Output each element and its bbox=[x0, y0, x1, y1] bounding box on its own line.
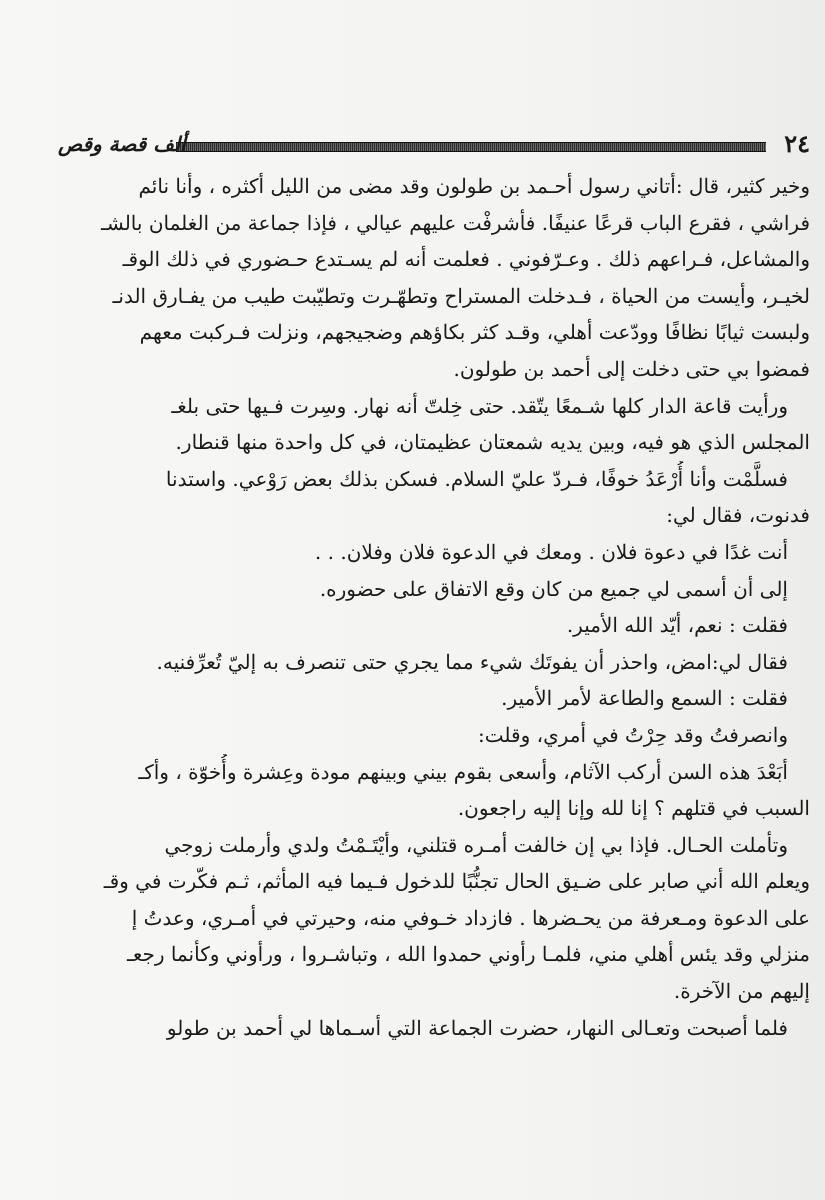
text-line: فدنوت، فقال لي: bbox=[666, 503, 810, 528]
paragraph bbox=[58, 680, 810, 717]
text-line: فمضوا بي حتى دخلت إلى أحمد بن طولون. bbox=[453, 356, 810, 381]
paragraph bbox=[58, 754, 810, 827]
paragraph bbox=[58, 461, 810, 534]
paragraph bbox=[58, 1010, 810, 1047]
text-line: السبب في قتلهم ؟ إنا لله وإنا إليه راجعون. bbox=[457, 796, 810, 821]
paragraph bbox=[58, 607, 810, 644]
page-number: ٢٤ bbox=[784, 129, 810, 158]
text-line: المجلس الذي هو فيه، وبين يديه شمعتان عظيمتان، في كل واحدة منها قنطار. bbox=[175, 430, 810, 455]
text-line: فقلت : نعم، أيّد الله الأمير. bbox=[566, 613, 788, 638]
text-line: فقال لي:امض، واحذر أن يفوتَك شيء مما يجري حتى تنصرف به إليّ تُعرِّفنيه. bbox=[156, 649, 788, 674]
paragraph bbox=[58, 827, 810, 1010]
text-line: والمشاعل، فـراعهم ذلك . وعـرّفوني . فعلمت أنه لم يسـتدع حـضوري في ذلك الوقـ bbox=[122, 247, 810, 272]
page-header bbox=[58, 128, 810, 168]
running-title: ألف قصة وقص bbox=[58, 132, 186, 156]
paragraph bbox=[58, 534, 810, 571]
text-line: وانصرفتُ وقد حِرْتُ في أمري، وقلت: bbox=[478, 722, 788, 747]
text-line: فلما أصبحت وتعـالى النهار، حضرت الجماعة التي أسـماها لي أحمد بن طولو bbox=[166, 1015, 788, 1040]
text-line: لخيـر، وأيست من الحياة ، فـدخلت المستراح وتطهّـرت وتطيّبت طيب من يفـارق الدنـ bbox=[112, 283, 810, 308]
paragraph bbox=[58, 644, 810, 681]
paragraph bbox=[58, 571, 810, 608]
text-line: إلى أن أسمى لي جميع من كان وقع الاتفاق على حضوره. bbox=[319, 576, 788, 601]
text-line: فقلت : السمع والطاعة لأمر الأمير. bbox=[501, 686, 788, 711]
text-line: ورأيت قاعة الدار كلها شـمعًا يتّقد. حتى خِلتّ أنه نهار. وسِرت فـيها حتى بلغـ bbox=[171, 393, 788, 418]
text-line: وتأملت الحـال. فإذا بي إن خالفت أمـره قتلني، وأيْتَـمْتُ ولدي وأرملت زوجي bbox=[164, 832, 788, 857]
text-line: إليهم من الآخرة. bbox=[673, 979, 810, 1004]
header-rule bbox=[176, 142, 766, 152]
text-line: على الدعوة ومـعرفة من يحـضرها . فازداد خـوفي منه، وحيرتي في أمـري، وعدتُ إ bbox=[131, 905, 810, 930]
paragraph bbox=[58, 388, 810, 461]
text-line: ويعلم الله أني صابر على ضـيق الحال تجنُّبًا للدخول فـيما فيه المأثم، ثـم فكّرت في وقـ bbox=[103, 869, 810, 894]
paragraph bbox=[58, 717, 810, 754]
paragraph bbox=[58, 168, 810, 388]
text-line: منزلي وقد يئس أهلي مني، فلمـا رأوني حمدوا الله ، وتباشـروا ، ورأوني وكأنما رجعـ bbox=[127, 942, 810, 967]
text-line: فسلَّمْت وأنا أُرْعَدُ خوفًا، فـردّ عليّ السلام. فسكن بذلك بعض رَوْعي. واستدنا bbox=[165, 466, 788, 491]
text-line: أبَعْدَ هذه السن أركب الآثام، وأسعى بقوم بيني وبينهم مودة وعِشرة وأُخوّة ، وأكـ bbox=[138, 759, 788, 784]
text-line: ولبست ثيابًا نظافًا وودّعت أهلي، وقـد كثر بكاؤهم وضجيجهم، ونزلت فـركبت معهم bbox=[139, 320, 810, 345]
body-text bbox=[58, 168, 810, 1046]
text-line: وخير كثير، قال :أتاني رسول أحـمد بن طولون وقد مضى من الليل أكثره ، وأنا نائم bbox=[138, 174, 810, 198]
text-line: أنت غدًا في دعوة فلان . ومعك في الدعوة فلان وفلان. . . bbox=[314, 539, 788, 564]
text-line: فراشي ، فقرع الباب قرعًا عنيفًا. فأشرفْت عليهم عيالي ، فإذا جماعة من الغلمان بالشـ bbox=[101, 210, 810, 235]
